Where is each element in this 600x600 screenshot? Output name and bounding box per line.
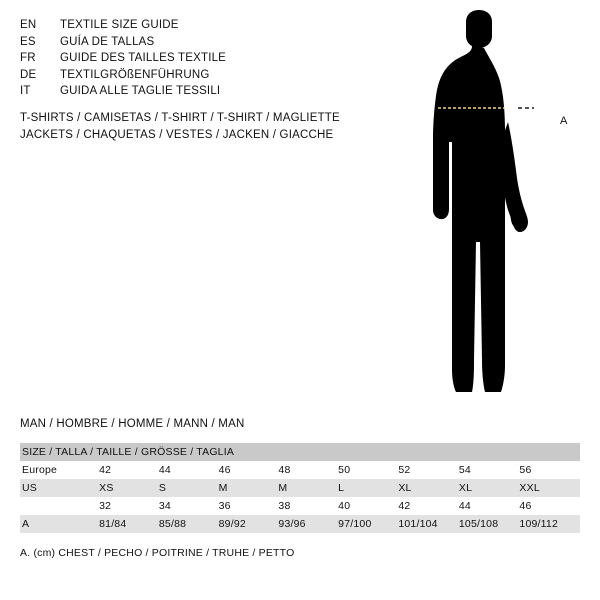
language-text: TEXTILGRÖßENFÜHRUNG: [60, 68, 210, 81]
cell-value: 50: [338, 461, 398, 479]
table-header-label: SIZE / TALLA / TAILLE / GRÖSSE / TAGLIA: [20, 443, 580, 461]
male-figure-illustration: [400, 10, 600, 410]
size-table: [20, 443, 580, 533]
table-title-man: MAN / HOMBRE / HOMME / MANN / MAN: [20, 418, 245, 430]
cell-value: XL: [398, 479, 459, 497]
cell-value: XXL: [519, 479, 580, 497]
cell-value: 93/96: [278, 515, 338, 533]
cell-value: 89/92: [219, 515, 279, 533]
language-row: [20, 83, 400, 100]
language-header-block: [20, 17, 400, 100]
language-code: FR: [20, 52, 36, 65]
cell-value: 54: [459, 461, 520, 479]
cell-value: 40: [338, 497, 398, 515]
row-label-us: US: [20, 479, 99, 497]
measure-letter-a: A: [560, 115, 568, 127]
cell-value: 52: [398, 461, 459, 479]
category-block: [20, 110, 420, 144]
table-header-row: [20, 443, 580, 461]
row-label-europe: Europe: [20, 461, 99, 479]
cell-value: 34: [159, 497, 219, 515]
cell-value: 101/104: [398, 515, 459, 533]
cell-value: 44: [459, 497, 520, 515]
table-row: [20, 497, 580, 515]
cell-value: M: [278, 479, 338, 497]
language-row: [20, 50, 400, 67]
language-code: DE: [20, 68, 37, 81]
cell-value: XS: [99, 479, 159, 497]
language-row: [20, 67, 400, 84]
language-code: IT: [20, 85, 31, 98]
row-label-a: A: [20, 515, 99, 533]
table-row: [20, 461, 580, 479]
cell-value: L: [338, 479, 398, 497]
language-row: [20, 34, 400, 51]
cell-value: 36: [219, 497, 279, 515]
cell-value: 81/84: [99, 515, 159, 533]
language-code: EN: [20, 19, 37, 31]
language-code: ES: [20, 35, 36, 48]
language-text: TEXTILE SIZE GUIDE: [60, 19, 179, 31]
table-row: [20, 515, 580, 533]
cell-value: 42: [398, 497, 459, 515]
cell-value: 56: [519, 461, 580, 479]
cell-value: 46: [219, 461, 279, 479]
category-line-jackets: JACKETS / CHAQUETAS / VESTES / JACKEN / GIACCHE: [20, 129, 334, 141]
cell-value: S: [159, 479, 219, 497]
footnote-chest: A. (cm) CHEST / PECHO / POITRINE / TRUHE / PETTO: [20, 547, 295, 559]
language-text: GUIDE DES TAILLES TEXTILE: [60, 52, 227, 65]
category-line-tshirts: T-SHIRTS / CAMISETAS / T-SHIRT / T-SHIRT / MAGLIETTE: [20, 112, 340, 124]
language-text: GUÍA DE TALLAS: [60, 35, 155, 48]
cell-value: 44: [159, 461, 219, 479]
cell-value: 42: [99, 461, 159, 479]
language-text: GUIDA ALLE TAGLIE TESSILI: [60, 85, 221, 98]
cell-value: 38: [278, 497, 338, 515]
language-row: [20, 17, 400, 34]
cell-value: 48: [278, 461, 338, 479]
cell-value: 97/100: [338, 515, 398, 533]
row-label-blank: [20, 497, 99, 515]
table-row: [20, 479, 580, 497]
cell-value: 109/112: [519, 515, 580, 533]
cell-value: 105/108: [459, 515, 520, 533]
cell-value: M: [219, 479, 279, 497]
cell-value: 85/88: [159, 515, 219, 533]
cell-value: 46: [519, 497, 580, 515]
cell-value: 32: [99, 497, 159, 515]
body-silhouette-icon: [400, 10, 600, 410]
cell-value: XL: [459, 479, 520, 497]
